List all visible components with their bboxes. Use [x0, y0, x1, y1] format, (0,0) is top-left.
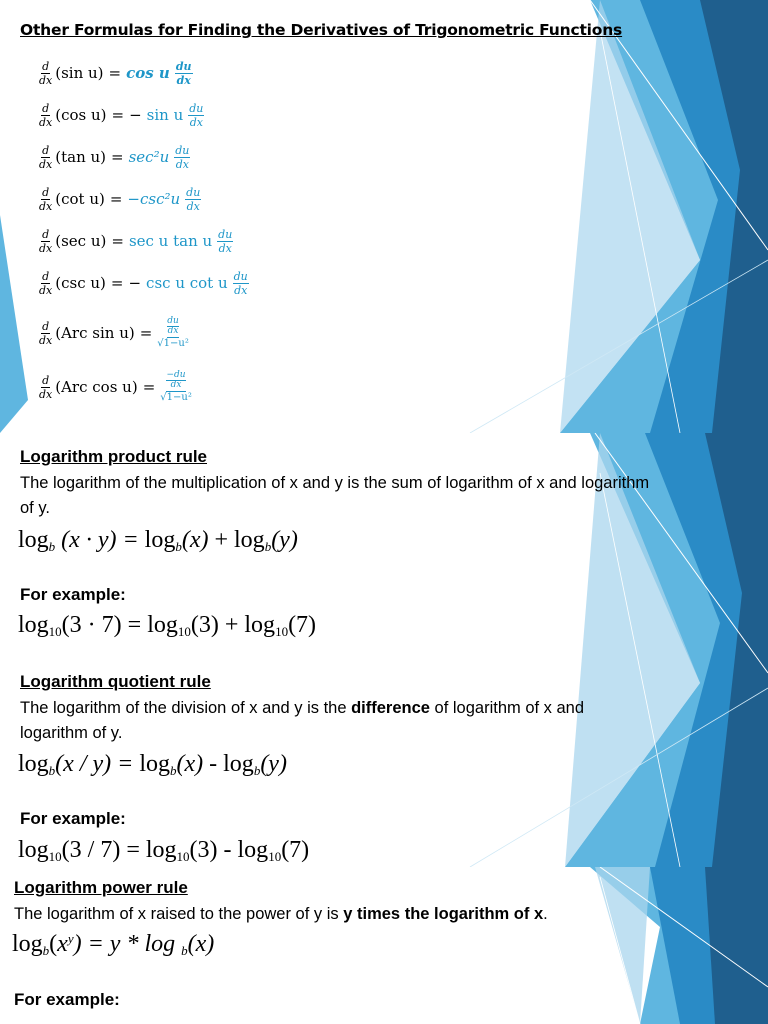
- power-example-label: For example:: [14, 990, 120, 1009]
- derivative-formula-row: [36, 368, 192, 406]
- derivative-formula-row: [36, 180, 203, 218]
- d-dx-fraction: $\frac{d}{dx}$: [39, 185, 53, 213]
- equals-sign: =: [110, 274, 124, 292]
- function-argument: (sec u): [55, 232, 107, 250]
- function-argument: (cot u): [55, 190, 105, 208]
- function-argument: (tan u): [55, 148, 107, 166]
- d-dx-fraction: $\frac{d}{dx}$: [39, 269, 53, 297]
- minus-sign: −: [129, 106, 142, 124]
- derivative-formula-row: [36, 96, 206, 134]
- derivative-formula-row: [36, 222, 235, 260]
- d-dx-fraction: $\frac{d}{dx}$: [39, 227, 53, 255]
- d-dx-fraction: $\frac{d}{dx}$: [39, 143, 53, 171]
- product-rule-heading: Logarithm product rule: [20, 447, 207, 466]
- product-example-formula: $\log_{10}(3 \cdot 7) = \log_{10}(3) + \log_{10}(7)$: [18, 612, 317, 639]
- equals-sign: =: [111, 148, 124, 166]
- d-dx-fraction: $\frac{d}{dx}$: [39, 101, 53, 129]
- function-argument: (Arc cos u): [55, 378, 138, 396]
- derivative-result: −csc²u: [127, 190, 181, 208]
- function-argument: (sin u): [55, 64, 104, 82]
- derivative-formula-row: [36, 314, 189, 352]
- slide-log-rules: [0, 433, 768, 867]
- power-rule-formula: $\log_b(x^y) = y * \log _b(x)$: [12, 931, 215, 958]
- quotient-rule-text: The logarithm of the division of x and y is the difference of logarithm of x and logarithm of y.: [20, 699, 585, 742]
- equals-sign: =: [108, 64, 122, 82]
- du-dx-fraction: $\frac{du}{dx}$: [175, 143, 190, 171]
- slide-trig-derivatives: [0, 0, 768, 433]
- product-example-label: For example:: [20, 585, 126, 604]
- quotient-example-label: For example:: [20, 809, 126, 828]
- derivative-result: −du dx √1−u²: [160, 370, 192, 403]
- derivative-result: csc u cot u: [146, 274, 228, 292]
- function-argument: (csc u): [55, 274, 106, 292]
- derivative-result: sec u tan u: [128, 232, 213, 250]
- derivative-formula-row: [36, 138, 192, 176]
- equals-sign: =: [111, 106, 125, 124]
- derivative-result: sec²u: [128, 148, 170, 166]
- product-rule-formula: $\log_b (x \cdot y) = \log_b(x) + \log_b(y)$: [18, 527, 298, 554]
- du-dx-fraction: $\frac{du}{dx}$: [189, 101, 204, 129]
- equals-sign: =: [109, 190, 123, 208]
- equals-sign: =: [111, 232, 124, 250]
- du-dx-fraction: $\frac{du}{dx}$: [233, 269, 248, 297]
- derivative-formula-row: [36, 264, 251, 302]
- derivative-formula-row: [36, 54, 195, 92]
- power-rule-text: The logarithm of x raised to the power of y is y times the logarithm of x.: [14, 905, 548, 923]
- slide-power-rule: [0, 867, 768, 1024]
- power-rule-heading: Logarithm power rule: [14, 878, 188, 897]
- d-dx-fraction: $\frac{d}{dx}$: [39, 59, 53, 87]
- page-title: Other Formulas for Finding the Derivatives of Trigonometric Functions: [20, 21, 623, 39]
- equals-sign: =: [139, 324, 153, 342]
- derivative-result: du dx √1−u²: [157, 316, 189, 349]
- d-dx-fraction: $\frac{d}{dx}$: [39, 319, 53, 347]
- function-argument: (Arc sin u): [55, 324, 135, 342]
- d-dx-fraction: $\frac{d}{dx}$: [39, 373, 53, 401]
- derivative-result: cos u: [126, 64, 170, 82]
- product-rule-text: The logarithm of the multiplication of x and y is the sum of logarithm of x and logarithm of y.: [20, 474, 650, 517]
- quotient-rule-formula: $\log_b(x / y) = \log_b(x) - \log_b(y)$: [18, 751, 287, 778]
- equals-sign: =: [142, 378, 156, 396]
- du-dx-fraction: $\frac{du}{dx}$: [218, 227, 233, 255]
- du-dx-fraction: $\frac{du}{dx}$: [186, 185, 201, 213]
- function-argument: (cos u): [55, 106, 107, 124]
- minus-sign: −: [128, 274, 142, 292]
- du-dx-fraction: $\frac{du}{dx}$: [175, 59, 192, 87]
- quotient-example-formula: $\log_{10}(3 / 7) = \log_{10}(3) - \log_{10}(7)$: [18, 837, 310, 864]
- quotient-rule-heading: Logarithm quotient rule: [20, 672, 211, 691]
- derivative-result: sin u: [146, 106, 184, 124]
